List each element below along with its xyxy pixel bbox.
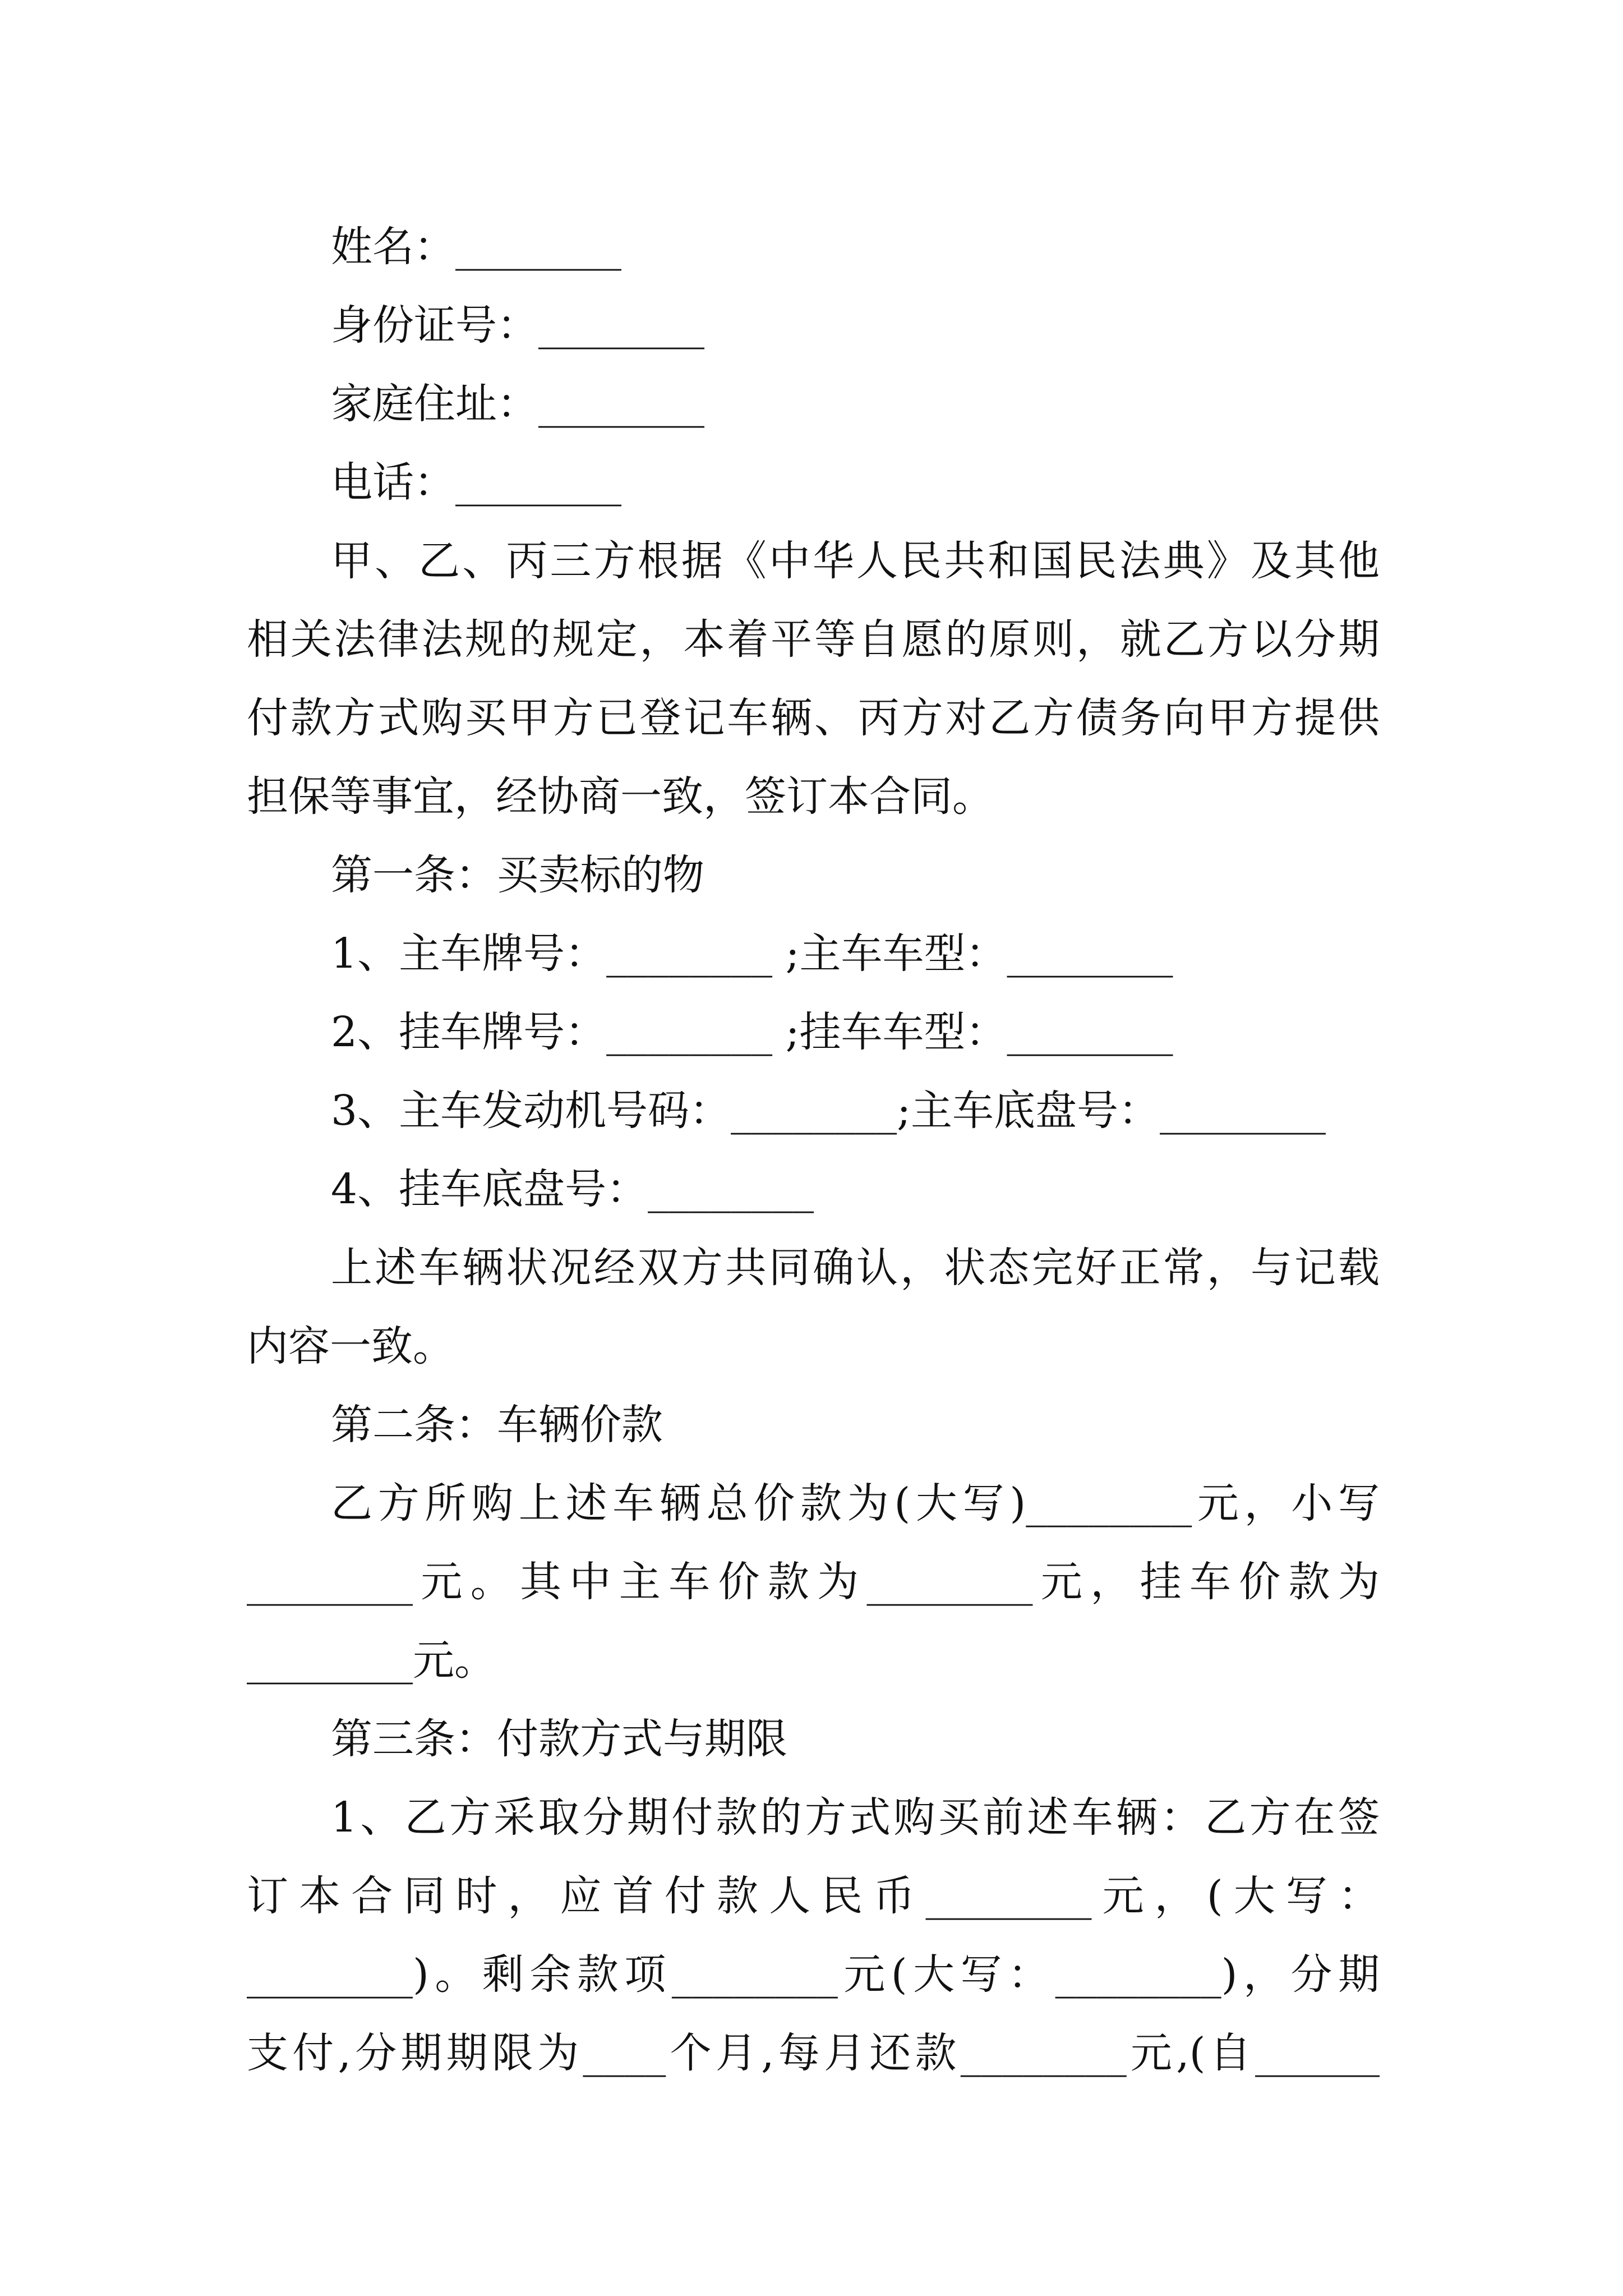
article1-title: 第一条：买卖标的物 <box>331 851 704 899</box>
article1-item-4: 4、挂车底盘号：________ <box>331 1165 814 1213</box>
article1-confirm-line-2: 内容一致。 <box>247 1322 454 1370</box>
preamble-line-1: 甲、乙、丙三方根据《中华人民共和国民法典》及其他 <box>331 537 1380 585</box>
article3-line-2: 订本合同时，应首付款人民币________元，(大写： <box>247 1872 1380 1920</box>
article2-line-1: 乙方所购上述车辆总价款为(大写)________元，小写 <box>331 1479 1380 1527</box>
article1-item-3: 3、主车发动机号码：________;主车底盘号：________ <box>331 1087 1326 1135</box>
article1-confirm-line-1: 上述车辆状况经双方共同确认，状态完好正常，与记载 <box>331 1244 1380 1292</box>
article2-line-2: ________元。其中主车价款为________元，挂车价款为 <box>247 1558 1380 1606</box>
party-c-address-line: 家庭住址：________ <box>331 380 704 428</box>
article3-line-1: 1、乙方采取分期付款的方式购买前述车辆：乙方在签 <box>331 1793 1380 1842</box>
preamble-line-3: 付款方式购买甲方已登记车辆、丙方对乙方债务向甲方提供 <box>247 694 1380 742</box>
preamble-line-4: 担保等事宜，经协商一致，签订本合同。 <box>247 772 994 821</box>
party-c-id-line: 身份证号：________ <box>331 301 704 349</box>
preamble-line-2: 相关法律法规的规定，本着平等自愿的原则，就乙方以分期 <box>247 615 1380 664</box>
article3-line-4: 支付,分期期限为____个月,每月还款________元,(自______ <box>247 2029 1380 2077</box>
article3-line-3: ________)。剩余款项________元(大写：________)，分期 <box>247 1950 1380 1999</box>
article1-item-1: 1、主车牌号：________ ;主车车型：________ <box>331 930 1173 978</box>
party-c-phone-line: 电话：________ <box>331 458 621 507</box>
party-c-name-line: 姓名：________ <box>331 223 621 271</box>
article3-title: 第三条：付款方式与期限 <box>331 1715 787 1763</box>
article2-title: 第二条：车辆价款 <box>331 1401 663 1449</box>
article1-item-2: 2、挂车牌号：________ ;挂车车型：________ <box>331 1008 1173 1056</box>
article2-line-3: ________元。 <box>247 1636 496 1685</box>
